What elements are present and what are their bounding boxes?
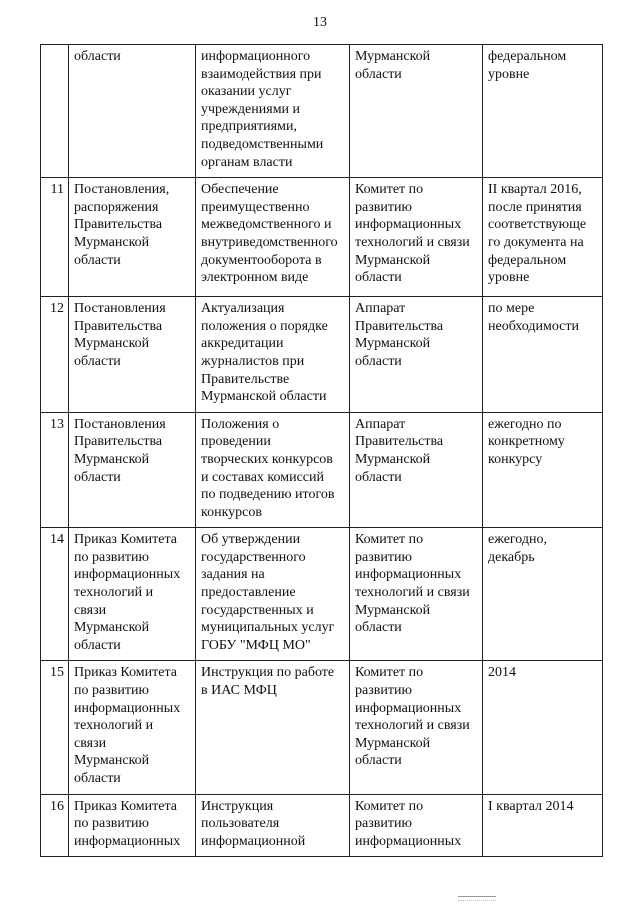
term-cell: 2014 — [483, 661, 603, 794]
responsible-body-cell: Комитет по развитию информационных технологий и связи Мурманской области — [350, 661, 483, 794]
document-type-cell: Постановления Правительства Мурманской области — [69, 297, 196, 413]
row-number-cell: 11 — [41, 178, 69, 297]
table-row — [41, 297, 603, 413]
table-row — [41, 45, 603, 178]
document-name-cell: Об утверждении государственного задания на предоставление государственных и муниципальных услуг ГОБУ "МФЦ МО" — [196, 528, 350, 661]
table-row — [41, 794, 603, 857]
document-name-cell: Положения о проведении творческих конкурсов и составах комиссий по подведению итогов конкурсов — [196, 412, 350, 528]
row-number-cell: 12 — [41, 297, 69, 413]
document-name-cell: информационного взаимодействия при оказании услуг учреждениями и предприятиями, подведомственными органам власти — [196, 45, 350, 178]
document-type-cell: Приказ Комитета по развитию информационных технологий и связи Мурманской области — [69, 528, 196, 661]
term-cell: I квартал 2014 — [483, 794, 603, 857]
scan-footer-mark — [458, 896, 496, 901]
document-name-cell: Обеспечение преимущественно межведомственного и внутриведомственного документооборота в электронном виде — [196, 178, 350, 297]
term-cell: по мере необходимости — [483, 297, 603, 413]
term-cell: федеральном уровне — [483, 45, 603, 178]
responsible-body-cell: Аппарат Правительства Мурманской области — [350, 412, 483, 528]
term-cell: ежегодно, декабрь — [483, 528, 603, 661]
document-type-cell: Постановления, распоряжения Правительства Мурманской области — [69, 178, 196, 297]
table-body — [41, 45, 603, 857]
row-number-cell: 14 — [41, 528, 69, 661]
term-cell: II квартал 2016, после принятия соответствующе го документа на федеральном уровне — [483, 178, 603, 297]
row-number-cell: 15 — [41, 661, 69, 794]
responsible-body-cell: Комитет по развитию информационных технологий и связи Мурманской области — [350, 528, 483, 661]
plan-table — [40, 44, 603, 857]
document-name-cell: Инструкция пользователя информационной — [196, 794, 350, 857]
document-type-cell: Приказ Комитета по развитию информационных — [69, 794, 196, 857]
document-type-cell: Приказ Комитета по развитию информационных технологий и связи Мурманской области — [69, 661, 196, 794]
row-number-cell: 16 — [41, 794, 69, 857]
responsible-body-cell: Аппарат Правительства Мурманской области — [350, 297, 483, 413]
document-name-cell: Актуализация положения о порядке аккредитации журналистов при Правительстве Мурманской области — [196, 297, 350, 413]
table-row — [41, 661, 603, 794]
table-row — [41, 178, 603, 297]
responsible-body-cell: Комитет по развитию информационных — [350, 794, 483, 857]
document-type-cell: Постановления Правительства Мурманской области — [69, 412, 196, 528]
responsible-body-cell: Мурманской области — [350, 45, 483, 178]
table-row — [41, 412, 603, 528]
table-row — [41, 528, 603, 661]
document-name-cell: Инструкция по работе в ИАС МФЦ — [196, 661, 350, 794]
page-number: 13 — [313, 15, 327, 30]
row-number-cell — [41, 45, 69, 178]
responsible-body-cell: Комитет по развитию информационных технологий и связи Мурманской области — [350, 178, 483, 297]
document-type-cell: области — [69, 45, 196, 178]
term-cell: ежегодно по конкретному конкурсу — [483, 412, 603, 528]
row-number-cell: 13 — [41, 412, 69, 528]
